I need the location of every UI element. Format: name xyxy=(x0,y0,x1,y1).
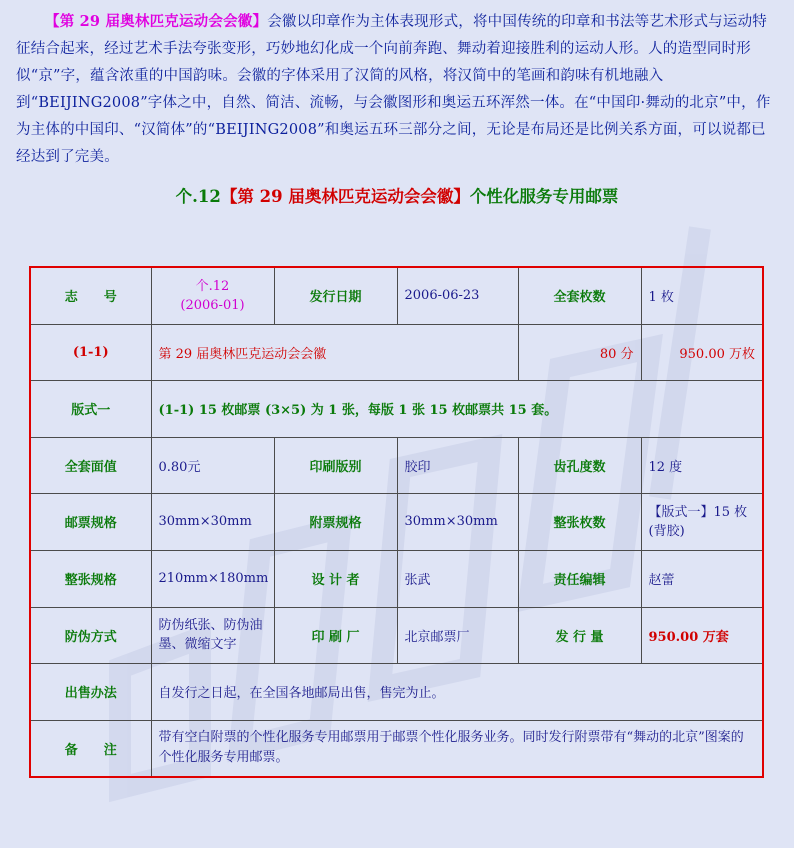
circulation-label: 发 行 量 xyxy=(518,607,641,663)
sheet-size-label: 整张规格 xyxy=(30,550,151,607)
sheet-count-value: 【版式一】15 枚(背胶) xyxy=(641,493,763,550)
sale-method-value: 自发行之日起，在全国各地邮局出售，售完为止。 xyxy=(151,663,763,720)
zhihao-value-1: 个.12 xyxy=(195,278,230,294)
tab-size-label: 附票规格 xyxy=(274,493,397,550)
intro-paragraph xyxy=(16,8,780,171)
remark-label: 备 注 xyxy=(30,720,151,777)
perforation-value: 12 度 xyxy=(641,437,763,493)
table-row xyxy=(30,437,763,493)
item-value: 80 分 xyxy=(518,324,641,380)
item-name: 第 29 届奥林匹克运动会会徽 xyxy=(151,324,518,380)
sheet-size-value: 210mm×180mm xyxy=(151,550,274,607)
stamp-info-table xyxy=(29,266,764,778)
issue-date-label: 发行日期 xyxy=(274,267,397,324)
face-value-label: 全套面值 xyxy=(30,437,151,493)
table-row xyxy=(30,550,763,607)
printer-value: 北京邮票厂 xyxy=(397,607,518,663)
table-row xyxy=(30,720,763,777)
print-method-label: 印刷版别 xyxy=(274,437,397,493)
perforation-label: 齿孔度数 xyxy=(518,437,641,493)
table-row xyxy=(30,324,763,380)
table-row xyxy=(30,267,763,324)
editor-label: 责任编辑 xyxy=(518,550,641,607)
designer-label: 设 计 者 xyxy=(274,550,397,607)
table-row xyxy=(30,607,763,663)
editor-value: 赵蕾 xyxy=(641,550,763,607)
face-value: 0.80元 xyxy=(151,437,274,493)
page-title xyxy=(0,183,794,207)
intro-highlight: 【第 29 届奥林匹克运动会会徽】 xyxy=(45,13,268,30)
table-row xyxy=(30,493,763,550)
stamp-size-label: 邮票规格 xyxy=(30,493,151,550)
sheet-count-label: 整张枚数 xyxy=(518,493,641,550)
sale-method-label: 出售办法 xyxy=(30,663,151,720)
title-suffix: 个性化服务专用邮票 xyxy=(469,187,619,206)
zhihao-label: 志 号 xyxy=(30,267,151,324)
zhihao-value xyxy=(151,267,274,324)
remark-value: 带有空白附票的个性化服务专用邮票用于邮票个性化服务业务。同时发行附票带有“舞动的北京”图案的个性化服务专用邮票。 xyxy=(151,720,763,777)
title-name: 【第 29 届奥林匹克运动会会徽】 xyxy=(220,187,470,206)
circulation-value: 950.00 万套 xyxy=(641,607,763,663)
set-count-value: 1 枚 xyxy=(641,267,763,324)
designer-value: 张武 xyxy=(397,550,518,607)
item-quantity: 950.00 万枚 xyxy=(641,324,763,380)
table-row xyxy=(30,663,763,720)
set-count-label: 全套枚数 xyxy=(518,267,641,324)
print-method-value: 胶印 xyxy=(397,437,518,493)
security-label: 防伪方式 xyxy=(30,607,151,663)
sheet1-label: 版式一 xyxy=(30,380,151,437)
security-value: 防伪纸张、防伪油墨、微缩文字 xyxy=(151,607,274,663)
stamp-size-value: 30mm×30mm xyxy=(151,493,274,550)
intro-text: 会徽以印章作为主体表现形式，将中国传统的印章和书法等艺术形式与运动特征结合起来，经过艺术手法夸张变形，巧妙地幻化成一个向前奔跑、舞动着迎接胜利的运动人形。人的造型同时形似“京”字，蕴含浓重的中国韵味。会徽的字体采用了汉简的风格，将汉简中的笔画和韵味有机地融入到“BEIJING2008”字体之中，自然、简洁、流畅，与会徽图形和奥运五环浑然一体。在“中国印·舞动的北京”中，作为主体的中国印、“汉简体”的“BEIJING2008”和奥运五环三部分之间，无论是布局还是比例关系方面，可以说都已经达到了完美。 xyxy=(16,14,771,165)
table-row xyxy=(30,380,763,437)
tab-size-value: 30mm×30mm xyxy=(397,493,518,550)
zhihao-value-2: (2006-01) xyxy=(180,297,245,313)
sheet1-value: (1-1) 15 枚邮票 (3×5) 为 1 张，每版 1 张 15 枚邮票共 15 套。 xyxy=(151,380,763,437)
issue-date-value: 2006-06-23 xyxy=(397,267,518,324)
printer-label: 印 刷 厂 xyxy=(274,607,397,663)
title-prefix: 个.12 xyxy=(175,187,221,206)
item-number: (1-1) xyxy=(30,324,151,380)
